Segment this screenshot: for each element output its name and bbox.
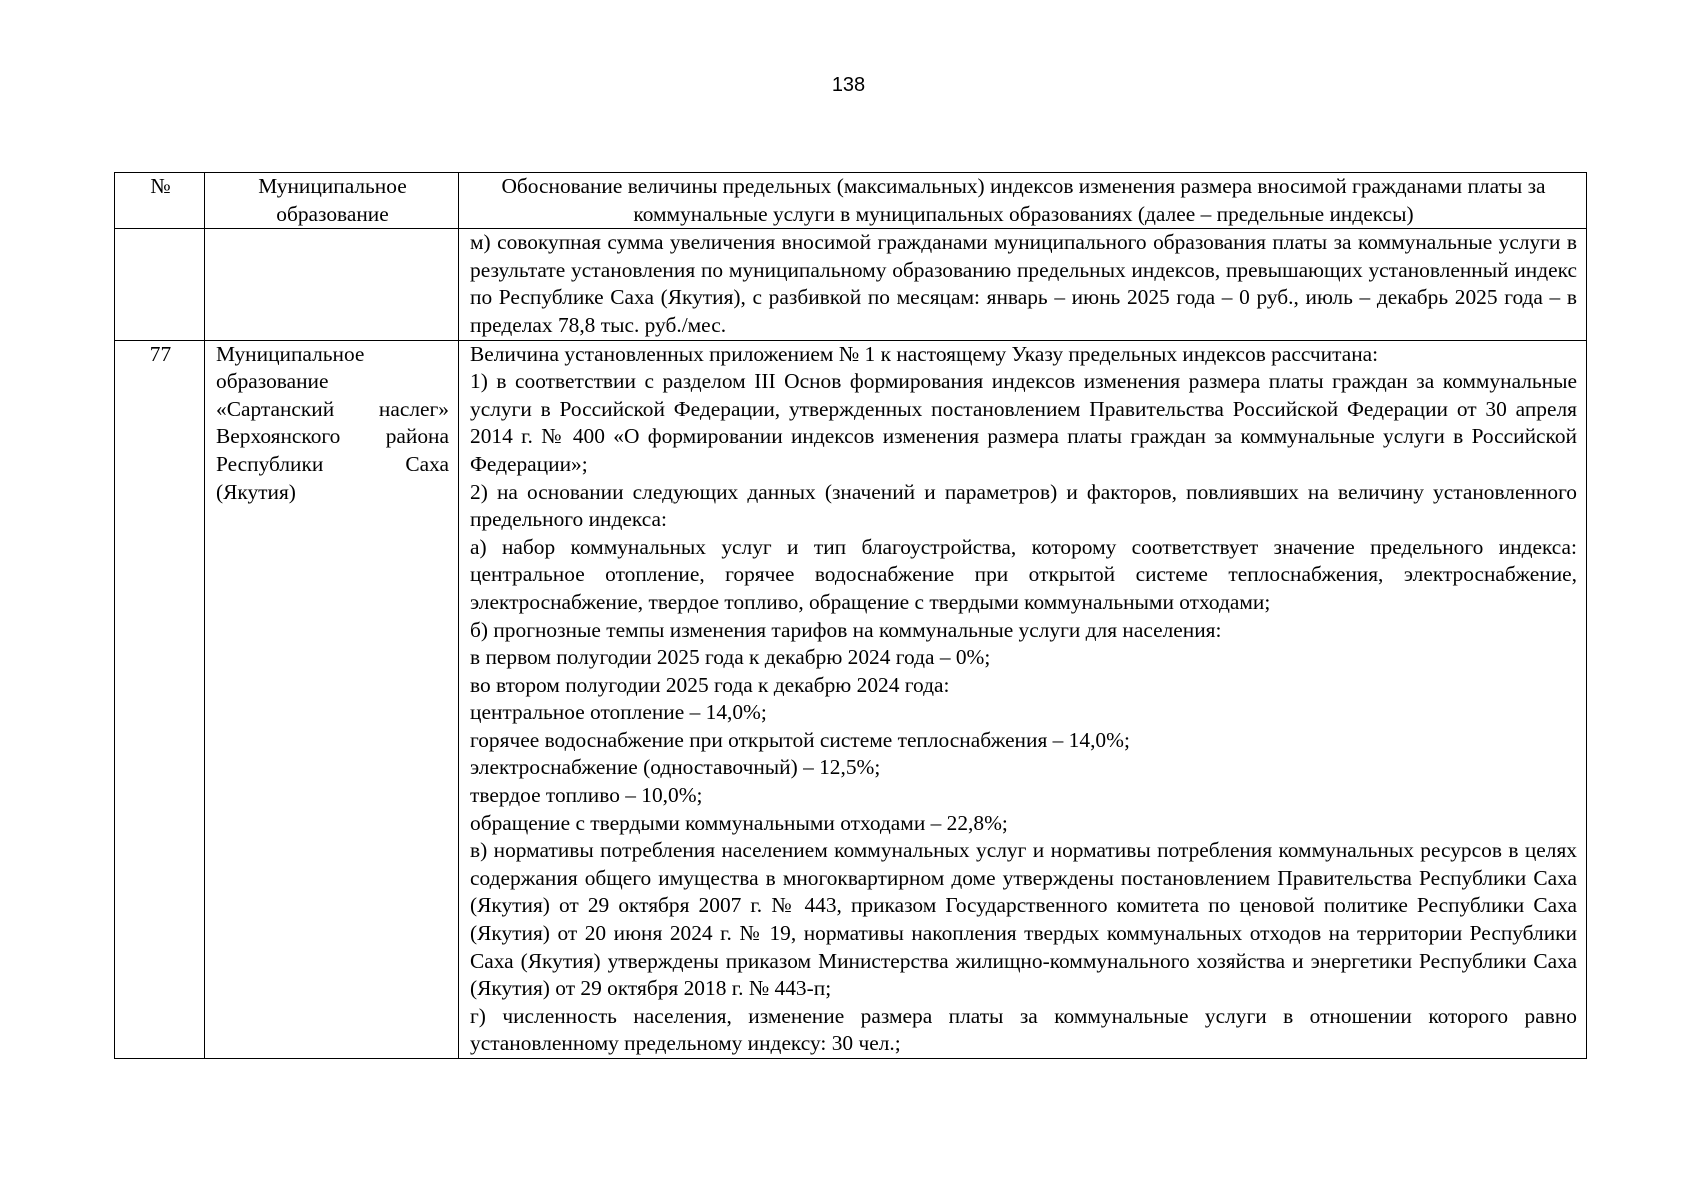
table-header-row bbox=[115, 173, 1587, 229]
header-justification: Обоснование величины предельных (максимальных) индексов изменения размера вносимой гражданами платы за коммунальные услуги в муниципальных образованиях (далее – предельные индексы) bbox=[459, 173, 1587, 229]
justification-cell bbox=[459, 340, 1587, 1058]
row-number-cell bbox=[115, 229, 205, 340]
table-row bbox=[115, 229, 1587, 340]
justification-paragraph: горячее водоснабжение при открытой системе теплоснабжения – 14,0%; bbox=[470, 727, 1130, 752]
justification-paragraph: в) нормативы потребления населением коммунальных услуг и нормативы потребления коммунальных ресурсов в целях содержания общего имущества в многоквартирном доме утверждены постановлением Правительства Республики Саха (Якутия) от 29 октября 2007 г. № 443, приказом Государственного комитета по ценовой политике Республики Саха (Якутия) от 20 июня 2024 г. № 19, нормативы накопления твердых коммунальных отходов на территории Республики Саха (Якутия) утверждены приказом Министерства жилищно-коммунального хозяйства и энергетики Республики Саха (Якутия) от 29 октября 2018 г. № 443-п; bbox=[470, 838, 1577, 1001]
municipality-cell: Муниципальное образование «Сартанский наслег» Верхоянского района Республики Саха (Якутия) bbox=[205, 340, 459, 1058]
header-municipality: Муниципальное образование bbox=[205, 173, 459, 229]
justification-paragraph: б) прогнозные темпы изменения тарифов на коммунальные услуги для населения: bbox=[470, 617, 1222, 642]
justification-paragraph: а) набор коммунальных услуг и тип благоустройства, которому соответствует значение предельного индекса: центральное отопление, горячее водоснабжение при открытой системе теплоснабжения, электроснабжение, электроснабжение, твердое топливо, обращение с твердыми коммунальными отходами; bbox=[470, 534, 1577, 614]
justification-paragraph: во втором полугодии 2025 года к декабрю 2024 года: bbox=[470, 672, 950, 697]
justification-paragraph: 2) на основании следующих данных (значений и параметров) и факторов, повлиявших на величину установленного предельного индекса: bbox=[470, 479, 1577, 532]
header-number: № bbox=[115, 173, 205, 229]
justification-paragraph: 1) в соответствии с разделом III Основ формирования индексов изменения размера платы граждан за коммунальные услуги в Российской Федерации, утвержденных постановлением Правительства Российской Федерации от 30 апреля 2014 г. № 400 «О формировании индексов изменения размера платы граждан за коммунальные услуги в Российской Федерации»; bbox=[470, 369, 1577, 476]
row-number-cell: 77 bbox=[115, 340, 205, 1058]
justification-paragraph: Величина установленных приложением № 1 к настоящему Указу предельных индексов рассчитана: bbox=[470, 341, 1379, 366]
justification-paragraph: обращение с твердыми коммунальными отходами – 22,8%; bbox=[470, 810, 1008, 835]
justification-paragraph: м) совокупная сумма увеличения вносимой гражданами муниципального образования платы за коммунальные услуги в результате установления по муниципальному образованию предельных индексов, превышающих установленный индекс по Республике Саха (Якутия), с разбивкой по месяцам: январь – июнь 2025 года – 0 руб., июль – декабрь 2025 года – в пределах 78,8 тыс. руб./мес. bbox=[470, 230, 1577, 337]
justification-paragraph: центральное отопление – 14,0%; bbox=[470, 700, 767, 725]
indices-table bbox=[114, 172, 1587, 1059]
justification-cell bbox=[459, 229, 1587, 340]
municipality-cell bbox=[205, 229, 459, 340]
justification-paragraph: в первом полугодии 2025 года к декабрю 2024 года – 0%; bbox=[470, 645, 991, 670]
table-row bbox=[115, 340, 1587, 1058]
justification-paragraph: твердое топливо – 10,0%; bbox=[470, 783, 703, 808]
justification-paragraph: г) численность населения, изменение размера платы за коммунальные услуги в отношении которого равно установленному предельному индексу: 30 чел.; bbox=[470, 1003, 1577, 1056]
justification-paragraph: электроснабжение (одноставочный) – 12,5%; bbox=[470, 755, 881, 780]
page-number: 138 bbox=[831, 74, 866, 96]
